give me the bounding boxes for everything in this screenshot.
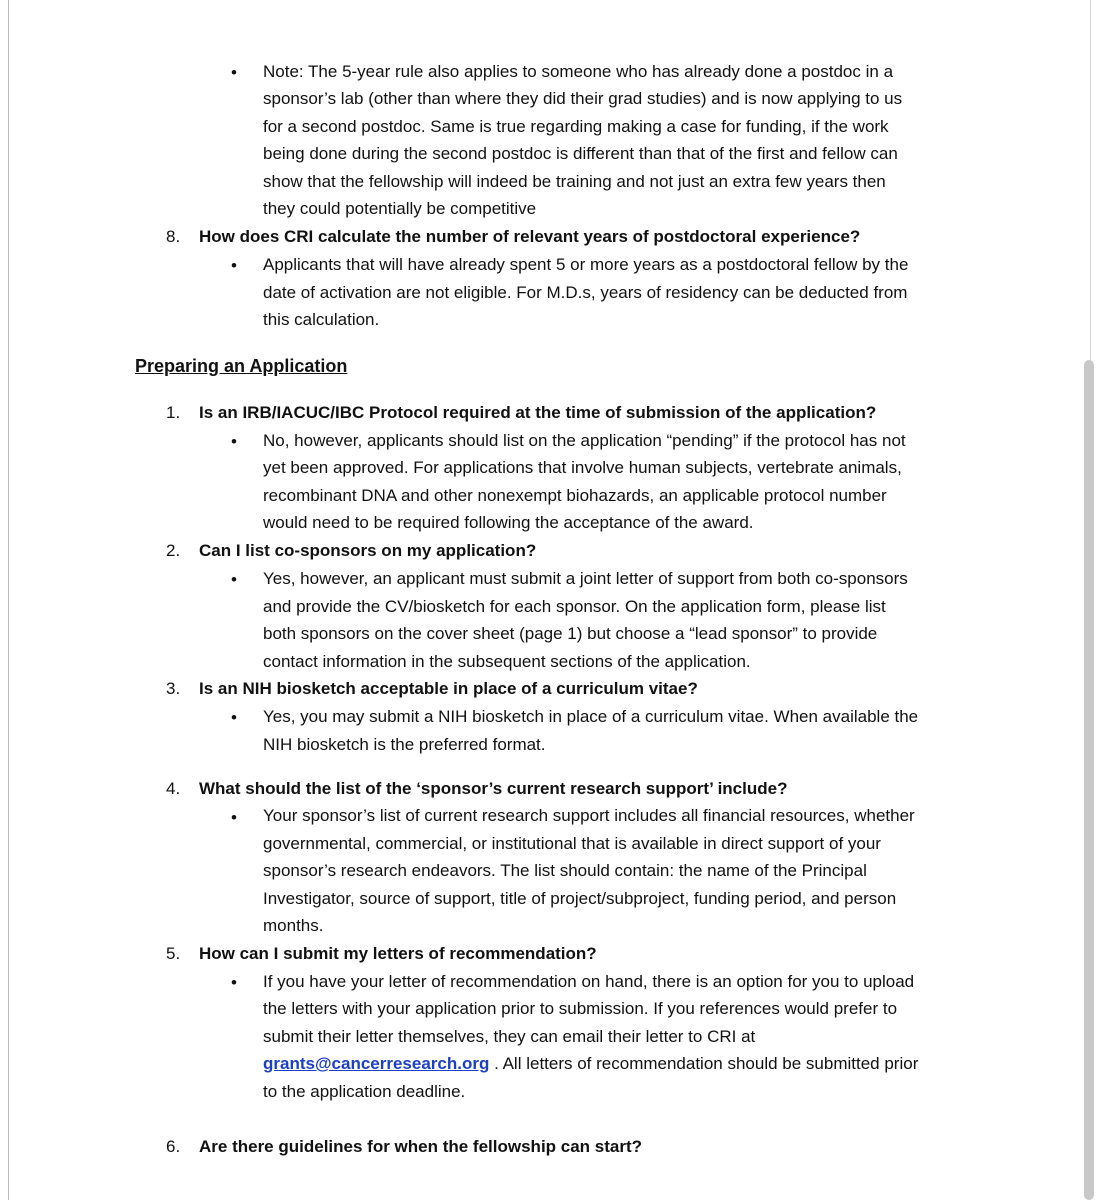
question-number: 8.: [166, 227, 181, 246]
answer-line: to the application deadline.: [263, 1082, 466, 1101]
intro-line: they could potentially be competitive: [263, 199, 537, 218]
answer-line: If you have your letter of recommendation on hand, there is an option for you to upload: [263, 972, 915, 991]
answer-line: governmental, commercial, or institutional that is available in direct support of your: [263, 834, 881, 853]
question-number: 2.: [166, 541, 181, 560]
intro-line: Note: The 5-year rule also applies to someone who has already done a postdoc in a: [263, 62, 894, 81]
answer-line: the letters with your application prior to submission. If you references would prefer to: [263, 999, 898, 1018]
answer-line: Yes, however, an applicant must submit a joint letter of support from both co-sponsors: [263, 569, 908, 588]
answer-line: Investigator, source of support, title of project/subproject, funding period, and person: [263, 889, 897, 908]
answer-line: months.: [263, 916, 324, 935]
answer-line: NIH biosketch is the preferred format.: [263, 735, 546, 754]
answer-line: Your sponsor’s list of current research support includes all financial resources, whether: [263, 806, 915, 825]
vertical-scrollbar-thumb[interactable]: [1084, 360, 1094, 1200]
question-heading: Is an IRB/IACUC/IBC Protocol required at the time of submission of the application?: [199, 403, 877, 422]
answer-line: both sponsors on the cover sheet (page 1) but choose a “lead sponsor” to provide: [263, 624, 878, 643]
intro-line: sponsor’s lab (other than where they did their grad studies) and is now applying to us: [263, 89, 903, 108]
answer-line: would need to be required following the acceptance of the award.: [263, 513, 754, 532]
answer-line: Yes, you may submit a NIH biosketch in place of a curriculum vitae. When available the: [263, 707, 919, 726]
email-link[interactable]: grants@cancerresearch.org: [263, 1054, 490, 1073]
bullet-icon: •: [231, 63, 237, 82]
answer-line: recombinant DNA and other nonexempt biohazards, an applicable protocol number: [263, 486, 887, 505]
answer-line: sponsor’s research endeavors. The list should contain: the name of the Principal: [263, 861, 867, 880]
question-heading: Are there guidelines for when the fellowship can start?: [199, 1137, 643, 1156]
intro-line: being done during the second postdoc is different than that of the first and fellow can: [263, 144, 898, 163]
answer-line: submit their letter themselves, they can email their letter to CRI at: [263, 1027, 756, 1046]
question-number: 3.: [166, 679, 181, 698]
section-heading: Preparing an Application: [135, 356, 348, 376]
question-heading: How does CRI calculate the number of relevant years of postdoctoral experience?: [199, 227, 861, 246]
question-heading: Is an NIH biosketch acceptable in place of a curriculum vitae?: [199, 679, 698, 698]
bullet-icon: •: [231, 808, 237, 827]
answer-line-with-email: [263, 1053, 918, 1075]
answer-line: contact information in the subsequent sections of the application.: [263, 652, 751, 671]
answer-line: this calculation.: [263, 310, 380, 329]
bullet-icon: •: [231, 256, 237, 275]
question-heading: Can I list co-sponsors on my application?: [199, 541, 537, 560]
intro-line: show that the fellowship will indeed be training and not just an extra few years then: [263, 172, 886, 191]
question-heading: How can I submit my letters of recommendation?: [199, 944, 597, 963]
answer-line: date of activation are not eligible. For M.D.s, years of residency can be deducted from: [263, 283, 908, 302]
bullet-icon: •: [231, 708, 237, 727]
answer-line: and provide the CV/biosketch for each sponsor. On the application form, please list: [263, 597, 886, 616]
intro-line: for a second postdoc. Same is true regarding making a case for funding, if the work: [263, 117, 889, 136]
question-heading: What should the list of the ‘sponsor’s current research support’ include?: [199, 779, 788, 798]
question-number: 4.: [166, 779, 181, 798]
bullet-icon: •: [231, 973, 237, 992]
answer-text: . All letters of recommendation should be submitted prior: [489, 1054, 919, 1073]
answer-line: No, however, applicants should list on the application “pending” if the protocol has not: [263, 431, 906, 450]
answer-line: Applicants that will have already spent 5 or more years as a postdoctoral fellow by the: [263, 255, 909, 274]
question-number: 6.: [166, 1137, 181, 1156]
question-number: 5.: [166, 944, 181, 963]
question-number: 1.: [166, 403, 181, 422]
bullet-icon: •: [231, 432, 237, 451]
bullet-icon: •: [231, 570, 237, 589]
answer-line: yet been approved. For applications that involve human subjects, vertebrate animals,: [263, 458, 902, 477]
